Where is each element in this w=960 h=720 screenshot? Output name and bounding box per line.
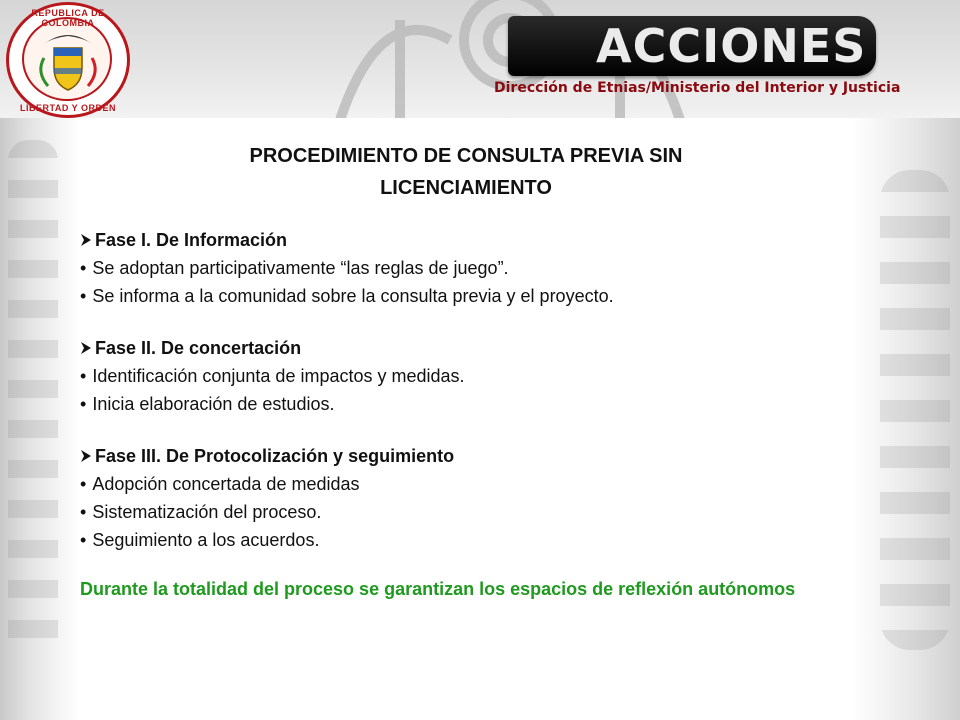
seal-text-bottom: LIBERTAD Y ORDEN <box>19 103 116 113</box>
phase-1 <box>80 226 860 310</box>
list-item <box>80 254 860 282</box>
list-item-text: Sistematización del proceso. <box>92 502 322 522</box>
phase-2-heading <box>80 334 860 362</box>
bullet-dot: • <box>80 258 87 278</box>
phase-1-heading <box>80 226 860 254</box>
slide-title <box>126 140 806 204</box>
arrow-right-icon <box>80 449 92 463</box>
phase-3 <box>80 442 860 554</box>
arrow-right-icon <box>80 341 92 355</box>
list-item-text: Se informa a la comunidad sobre la consulta previa y el proyecto. <box>92 286 614 306</box>
list-item-text: Adopción concertada de medidas <box>92 474 360 494</box>
list-item-text: Inicia elaboración de estudios. <box>92 394 335 414</box>
phase-1-heading-text: Fase I. De Información <box>95 230 288 250</box>
list-item <box>80 498 860 526</box>
colombia-seal <box>6 2 130 118</box>
list-item-text: Seguimiento a los acuerdos. <box>92 530 320 550</box>
seal-text-top: REPUBLICA DE COLOMBIA <box>31 8 105 28</box>
phase-3-heading-text: Fase III. De Protocolización y seguimiento <box>95 446 455 466</box>
phase-2-heading-text: Fase II. De concertación <box>95 338 302 358</box>
bullet-dot: • <box>80 366 87 386</box>
list-item-text: Identificación conjunta de impactos y medidas. <box>92 366 465 386</box>
phase-2 <box>80 334 860 418</box>
acciones-banner <box>508 16 876 76</box>
phase-3-heading <box>80 442 860 470</box>
background-decoration-right <box>850 110 960 720</box>
banner-subtitle: Dirección de Etnias/Ministerio del Interior y Justicia <box>494 80 901 96</box>
banner-title: ACCIONES <box>596 19 867 73</box>
slide-title-line-2: LICENCIAMIENTO <box>380 177 552 199</box>
arrow-right-icon <box>80 233 92 247</box>
bullet-dot: • <box>80 394 87 414</box>
list-item <box>80 390 860 418</box>
slide-header <box>0 0 960 118</box>
bullet-dot: • <box>80 474 87 494</box>
bullet-dot: • <box>80 286 87 306</box>
background-decoration-left <box>0 110 80 720</box>
list-item <box>80 526 860 554</box>
list-item <box>80 362 860 390</box>
slide-content <box>80 140 860 604</box>
bullet-dot: • <box>80 502 87 522</box>
bullet-dot: • <box>80 530 87 550</box>
list-item-text: Se adoptan participativamente “las reglas de juego”. <box>92 258 509 278</box>
closing-statement: Durante la totalidad del proceso se garantizan los espacios de reflexión autónomos <box>80 579 796 599</box>
slide-title-line-1: PROCEDIMIENTO DE CONSULTA PREVIA SIN <box>249 145 683 167</box>
list-item <box>80 470 860 498</box>
list-item <box>80 282 860 310</box>
